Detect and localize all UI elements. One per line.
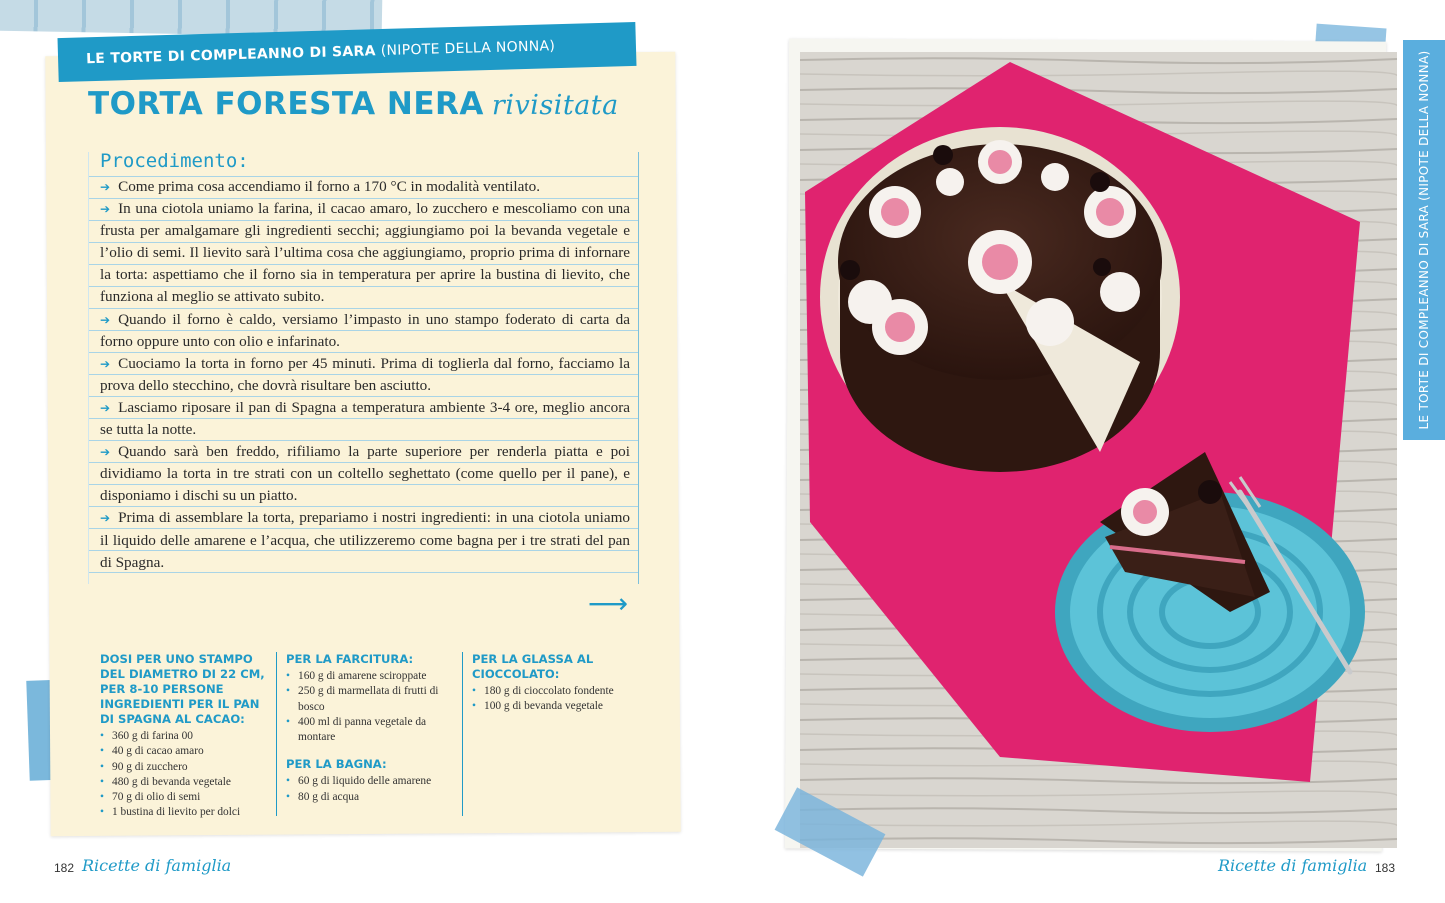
procedure-section <box>88 152 639 584</box>
series-title: LE TORTE DI COMPLEANNO DI SARA <box>85 43 377 68</box>
recipe-title-main: TORTA FORESTA NERA <box>88 86 484 122</box>
ingredient-item: • 80 g di acqua <box>286 790 456 805</box>
recipe-title-script: rivisitata <box>491 90 619 121</box>
procedure-step <box>100 309 630 353</box>
servings-heading: DOSI PER UNO STAMPO DEL DIAMETRO DI 22 CM, PER 8-10 PERSONE <box>100 652 265 696</box>
ingredient-item: • 360 g di farina 00 <box>100 729 270 744</box>
ingredient-item: • 250 g di marmellata di frutti di bosco <box>286 684 456 715</box>
column-divider <box>276 652 277 816</box>
left-page-number: 182 <box>54 861 75 875</box>
soak-ingredients-list <box>286 774 456 805</box>
side-tab-text: LE TORTE DI COMPLEANNO DI SARA (NIPOTE DELLA NONNA) <box>1417 50 1431 430</box>
sponge-ingredients-list <box>100 729 270 821</box>
recipe-title <box>88 86 619 122</box>
ingredient-item: • 180 g di cioccolato fondente <box>472 684 632 699</box>
ingredient-item: • 480 g di bevanda vegetale <box>100 775 270 790</box>
ingredients-section <box>100 652 620 822</box>
ingredient-item: • 100 g di bevanda vegetale <box>472 699 632 714</box>
arrow-icon: ➔ <box>100 511 111 526</box>
series-subtitle: (NIPOTE DELLA NONNA) <box>380 38 556 60</box>
step-text: Cuociamo la torta in forno per 45 minuti. Prima di toglierla dal forno, facciamo la prova dello stecchino, che dovrà risultare ben asciutto. <box>100 354 630 394</box>
step-text: Prima di assemblare la torta, prepariamo i nostri ingredienti: in una ciotola uniamo il liquido delle amarene e l’acqua, che utilizzeremo come bagna per i tre strati del pan di Spagna. <box>100 509 630 571</box>
cake-illustration <box>800 52 1397 848</box>
arrow-icon: ➔ <box>100 356 111 371</box>
ingredients-column-sponge <box>100 652 270 821</box>
step-text: Quando il forno è caldo, versiamo l’impasto in uno stampo foderato di carta da forno oppure unto con olio e infarinato. <box>100 310 630 350</box>
soak-heading: PER LA BAGNA: <box>286 757 387 772</box>
arrow-icon: ➔ <box>100 400 111 415</box>
step-text: Come prima cosa accendiamo il forno a 170 °C in modalità ventilato. <box>118 178 540 195</box>
sponge-heading: INGREDIENTI PER IL PAN DI SPAGNA AL CACAO: <box>100 697 260 726</box>
filling-ingredients-list <box>286 669 456 745</box>
left-footer-title: Ricette di famiglia <box>82 856 232 875</box>
step-text: In una ciotola uniamo la farina, il cacao amaro, lo zucchero e mescoliamo con una frusta per amalgamare gli ingredienti secchi; aggiungiamo poi la bevanda vegetale e l’olio di semi. Il lievito sarà l’ultima cosa che aggiungiamo, proprio prima di infornare la torta: aspettiamo che il forno sia in temperatura per aprire la bustina di lievito, che funziona al meglio se attivato subito. <box>100 200 630 306</box>
right-page-number: 183 <box>1375 861 1396 875</box>
ingredient-item: • 160 g di amarene sciroppate <box>286 669 456 684</box>
ingredients-column-glaze <box>472 652 632 715</box>
column-divider <box>462 652 463 816</box>
arrow-icon: ➔ <box>100 312 111 327</box>
glaze-heading: PER LA GLASSA AL CIOCCOLATO: <box>472 652 594 681</box>
procedure-steps <box>100 176 630 574</box>
filling-heading: PER LA FARCITURA: <box>286 652 414 666</box>
procedure-heading: Procedimento: <box>100 150 249 172</box>
step-text: Lasciamo riposare il pan di Spagna a temperatura ambiente 3-4 ore, meglio ancora se tutta la notte. <box>100 398 630 439</box>
ingredient-item: • 1 bustina di lievito per dolci <box>100 805 270 820</box>
ingredient-item: • 400 ml di panna vegetale da montare <box>286 715 456 746</box>
cake-photo <box>800 52 1397 848</box>
step-text: Quando sarà ben freddo, rifiliamo la parte superiore per renderla piatta e poi dividiamo la torta in tre strati con un coltello seghettato (come quello per il pane), e disponiamo i dischi su un piatto. <box>100 443 630 505</box>
procedure-step <box>100 353 630 397</box>
procedure-step <box>100 441 630 507</box>
glaze-ingredients-list <box>472 684 632 715</box>
procedure-step <box>100 397 630 441</box>
arrow-icon: ➔ <box>100 202 111 217</box>
right-footer-title: Ricette di famiglia <box>1218 856 1368 875</box>
side-tab <box>1403 40 1445 440</box>
continue-arrow-icon: ⟶ <box>588 587 629 620</box>
procedure-step <box>100 507 630 573</box>
ingredient-item: • 40 g di cacao amaro <box>100 744 270 759</box>
ingredients-column-filling <box>286 652 456 805</box>
procedure-step <box>100 176 630 198</box>
ingredient-item: • 60 g di liquido delle amarene <box>286 774 456 789</box>
arrow-icon: ➔ <box>100 445 111 460</box>
arrow-icon: ➔ <box>100 180 111 194</box>
ingredient-item: • 70 g di olio di semi <box>100 790 270 805</box>
procedure-step <box>100 198 630 308</box>
ingredient-item: • 90 g di zucchero <box>100 760 270 775</box>
